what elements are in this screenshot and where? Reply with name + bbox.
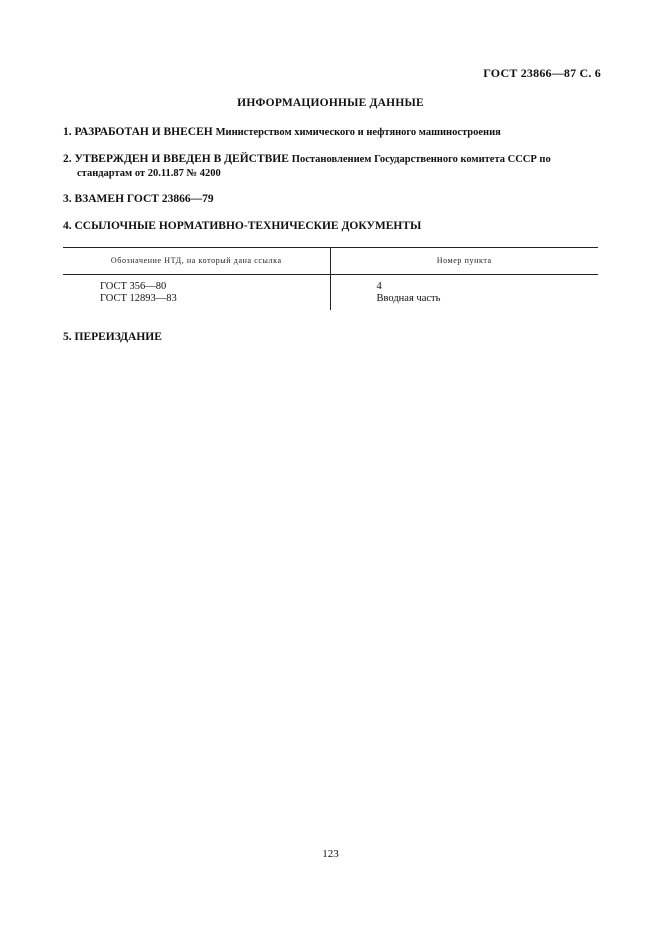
reference-documents-table [63, 247, 598, 310]
table-cell-document: ГОСТ 356—80 [100, 281, 167, 292]
page-number: 123 [322, 848, 339, 860]
item-body: Министерством химического и нефтяного машиностроения [215, 127, 501, 138]
column-header-clause: Номер пункта [436, 256, 492, 265]
info-item-replaces [63, 192, 603, 206]
clause-column [331, 275, 599, 310]
document-column [63, 275, 331, 310]
item-body: Постановлением Государственного комитета СССР по [291, 154, 551, 165]
info-item-references [63, 219, 603, 233]
info-item-developed [63, 125, 603, 140]
table-cell-clause: Вводная часть [376, 293, 441, 304]
section-title: ИНФОРМАЦИОННЫЕ ДАННЫЕ [237, 97, 424, 109]
item-heading: УТВЕРЖДЕН И ВВЕДЕН В ДЕЙСТВИЕ [74, 153, 289, 165]
item-number: 2. [63, 153, 72, 165]
item-number: 3. [63, 193, 72, 205]
item-number: 1. [63, 126, 72, 138]
info-item-reissue [63, 330, 603, 344]
standard-code: ГОСТ 23866—87 С. 6 [483, 66, 601, 80]
table-body [63, 275, 598, 310]
item-number: 4. [63, 220, 72, 232]
table-cell-clause: 4 [376, 281, 382, 292]
table-header-row [63, 248, 598, 274]
item-body-continuation: стандартам от 20.11.87 № 4200 [77, 168, 221, 179]
info-item-approved [63, 152, 603, 181]
table-cell-document: ГОСТ 12893—83 [100, 293, 177, 304]
column-header-document: Обозначение НТД, на который дана ссылка [63, 248, 331, 274]
item-heading: ССЫЛОЧНЫЕ НОРМАТИВНО-ТЕХНИЧЕСКИЕ ДОКУМЕНТЫ [74, 220, 422, 232]
item-heading: ВЗАМЕН ГОСТ 23866—79 [74, 193, 214, 205]
item-heading: ПЕРЕИЗДАНИЕ [74, 331, 162, 343]
item-number: 5. [63, 331, 72, 343]
item-heading: РАЗРАБОТАН И ВНЕСЕН [74, 126, 213, 138]
